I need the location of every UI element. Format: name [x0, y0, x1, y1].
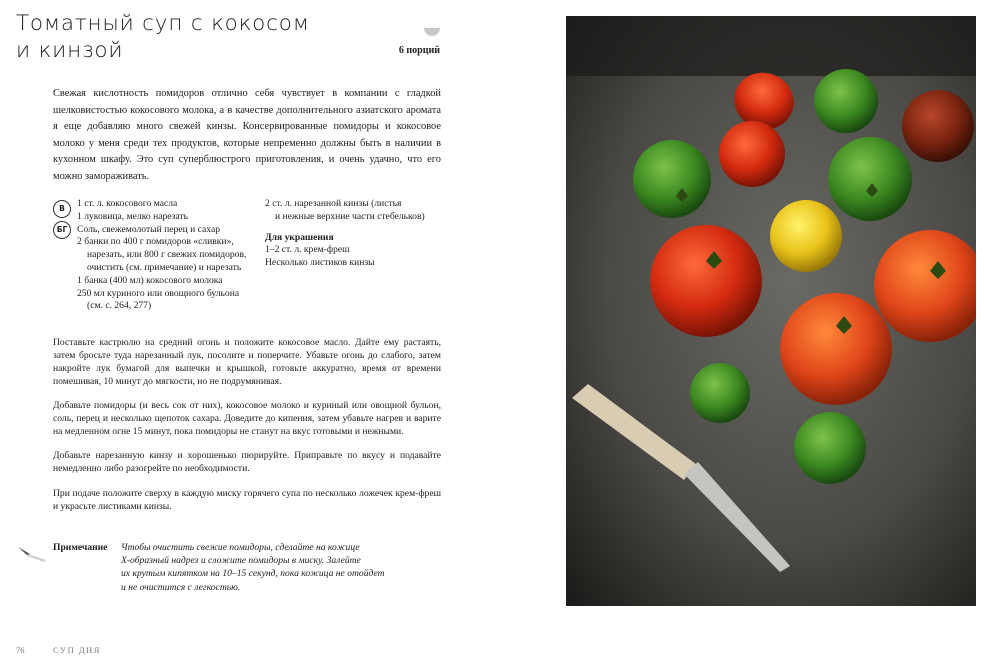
ingredient: (см. с. 264, 277) — [87, 300, 152, 312]
garnish-heading: Для украшения — [265, 231, 334, 243]
ingredient: 250 мл куриного или овощного бульона — [77, 287, 240, 299]
ingredient: 1 ст. л. кокосового масла — [77, 198, 178, 209]
gluten-free-badge: БГ — [53, 221, 71, 239]
ingredient: 2 банки по 400 г помидоров «сливки», — [77, 236, 234, 248]
ingredient: 1–2 ст. л. крем-фреш — [265, 244, 350, 256]
note-text: Чтобы очистить свежие помидоры, сделайте на кожице Х-образный надрез и сложите помидоры в миску. Залейте их крутым кипятком на 10–15 секунд, пока кожица не отойдет и не очистится с легкостью. — [121, 542, 385, 593]
vegetarian-badge: В — [53, 200, 71, 218]
note-label: Примечание — [53, 542, 108, 553]
section-tab-marker — [424, 28, 440, 38]
ingredient: 2 ст. л. нарезанной кинзы (листья — [265, 198, 402, 209]
ingredient: и нежные верхние части стебельков) — [275, 210, 425, 222]
method-step: Добавьте помидоры (и весь сок от них), кокосовое молоко и куриный или овощной бульон, соль, перец и несколько щепоток сахара. Доведите до кипения, затем убавьте нагрев и варите на медленном огне 15 минут, пока помидоры не станут на вкус готовыми и нежными. — [53, 400, 441, 437]
method-step: При подаче положите сверху в каждую миску горячего супа по несколько ложечек крем-фреш и украсьте листиками кинзы. — [53, 487, 441, 512]
ingredients-right — [265, 198, 445, 270]
servings: 6 порций — [398, 45, 440, 56]
method-step: Добавьте нарезанную кинзу и хорошенько пюрируйте. Приправьте по вкусу и подавайте немедленно либо разогрейте по необходимости. — [53, 450, 441, 475]
method-step: Поставьте кастрюлю на средний огонь и положите кокосовое масло. Дайте ему растаять, затем бросьте туда нарезанный лук, посолите и поперчите. Убавьте огонь до слабого, затем накройте лук бумагой для выпечки и крышкой, готовьте аккуратно, время от времени помешивая, 10 минут до мягкости, но не подрумянивая. — [53, 337, 441, 387]
intro-paragraph: Свежая кислотность помидоров отлично себя чувствует в компании с гладкой шелковистостью кокосового молока, а в качестве дополнительного азиатского аромата я еще добавляю много свежей кинзы. Консервированные помидоры и кокосовое молоко у меня среди тех продуктов, которые непременно должны быть в наличии в кухонном шкафу. Это суп суперблюстрого приготовления, и очень удачно, что его можно замораживать. — [53, 88, 441, 182]
tomatoes-photo — [566, 16, 976, 606]
knife-note-icon — [16, 543, 48, 563]
ingredient: 1 банка (400 мл) кокосового молока — [77, 274, 223, 286]
section-name: СУП ДНЯ — [53, 645, 101, 655]
method — [53, 337, 441, 525]
page-title: Томатный суп с кокосом и кинзой — [16, 11, 310, 63]
ingredient: 1 луковица, мелко нарезать — [77, 210, 189, 222]
page-number: 76 — [16, 645, 25, 655]
ingredient: очистить (см. примечание) и нарезать — [87, 261, 242, 273]
ingredient: нарезать, или 800 г свежих помидоров, — [87, 249, 247, 261]
ingredient: Несколько листиков кинзы — [265, 257, 375, 269]
ingredients-left — [77, 198, 257, 313]
ingredient: Соль, свежемолотый перец и сахар — [77, 223, 221, 235]
